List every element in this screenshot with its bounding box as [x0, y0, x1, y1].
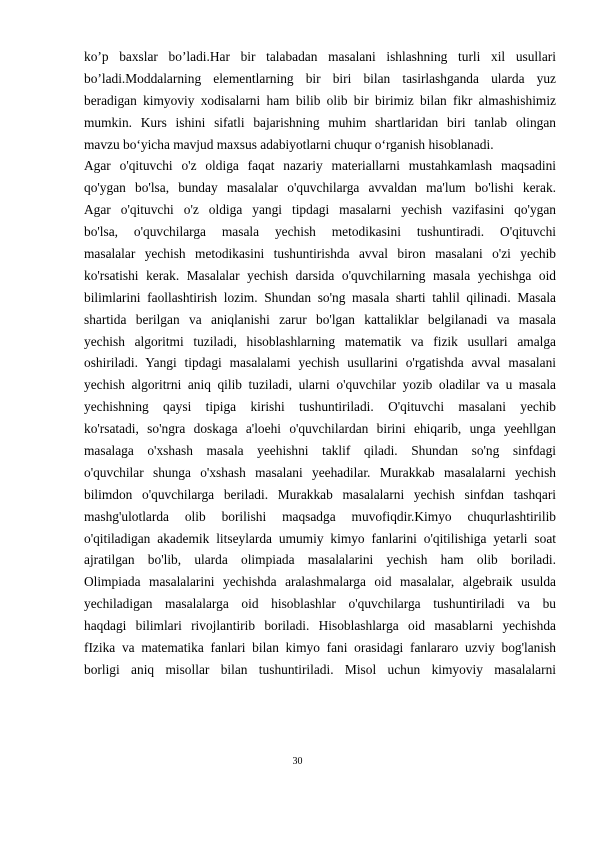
text-line: o'quvchilar shunga o'xshash masalani yeehadilar. Murakkab masalalarni yechish — [84, 464, 556, 480]
text-line: Agar o'qituvchi o'z oldiga yangi tipdagi masalarni yechish vazifasini qo'ygan — [84, 202, 556, 218]
text-line: masalalar yechish metodikasini tushuntirishda avval biron masalani o'zi yechib — [84, 246, 556, 262]
document-body — [84, 46, 556, 681]
text-line: o'qitiladigan akademik litseylarda umumiy kimyo fanlarini o'qitilishiga yetarli soat — [84, 530, 556, 546]
text-line: oshiriladi. Yangi tipdagi masalalami yechish usullarini o'rgatishda avval masalani — [84, 355, 556, 371]
paragraph-1 — [84, 46, 556, 155]
text-line: Olimpiada masalalarini yechishda aralashmalarga oid masalalar, algebraik usulda — [84, 574, 556, 590]
text-line: bo'lsa, o'quvchilarga masala yechish metodikasini tushuntiradi. O'qituvchi — [84, 224, 556, 240]
text-line: bilimlarini faollashtirish lozim. Shundan so'ng masala sharti tahlil qilinadi. Masala — [84, 289, 556, 305]
text-line: shartida berilgan va aniqlanishi zarur bo'lgan kattaliklar belgilanadi va masala — [84, 311, 556, 327]
text-line: bilimdon o'quvchilarga beriladi. Murakkab masalalarni yechish sinfdan tashqari — [84, 486, 556, 502]
text-line: haqdagi bilimlari rivojlantirib boriladi. Hisoblashlarga oid masablarni yechishda — [84, 618, 556, 634]
text-line: yechish algoritrni aniq qilib tuziladi, ularni o'quvchilar yozib oladilar va u masala — [84, 377, 556, 393]
text-line: mashg'ulotlarda olib borilishi maqsadga muvofiqdir.Kimyo chuqurlashtirilib — [84, 508, 556, 524]
text-line: yechishning qaysi tipiga kirishi tushuntiriladi. O'qituvchi masalani yechib — [84, 399, 556, 415]
text-line: yechish algoritmi tuziladi, hisoblashlarning matematik va fizik usullari amalga — [84, 333, 556, 349]
text-line: fIzika va matematika fanlari bilan kimyo fani orasidagi fanlararo uzviy bog'lanish — [84, 640, 556, 656]
text-line: beradigan kimyoviy xodisalarni ham bilib olib bir birimiz bilan fikr almashishimiz — [84, 92, 556, 108]
text-line: bo’ladi.Moddalarning elementlarning bir biri bilan tasirlashganda ularda yuz — [84, 70, 556, 86]
paragraph-2 — [84, 155, 556, 680]
text-line: yechiladigan masalalarga oid hisoblashlar o'quvchilarga tushuntiriladi va bu — [84, 596, 556, 612]
text-line: masalaga o'xshash masala yeehishni taklif qiladi. Shundan so'ng sinfdagi — [84, 443, 556, 459]
text-line: qo'ygan bo'lsa, bunday masalalar o'quvchilarga avvaldan ma'lum bo'lishi kerak. — [84, 180, 556, 196]
text-line: ko'rsatishi kerak. Masalalar yechish darsida o'quvchilarning masala yechishga oid — [84, 267, 556, 283]
text-line: borligi aniq misollar bilan tushuntiriladi. Misol uchun kimyoviy masalalarni — [84, 661, 556, 677]
text-line: mavzu bo‘yicha mavjud maxsus adabiyotlarni chuqur o‘rganish hisoblanadi. — [84, 136, 494, 152]
text-line: ko'rsatadi, so'ngra doskaga a'loehi o'quvchilardan birini ehiqarib, unga yeehllgan — [84, 421, 556, 437]
text-line: ajratilgan bo'lib, ularda olimpiada masalalarini yechish ham olib boriladi. — [84, 552, 556, 568]
text-line: mumkin. Kurs ishini sifatli bajarishning muhim shartlaridan biri tanlab olingan — [84, 114, 556, 130]
text-line: ko’p baxslar bo’ladi.Har bir talabadan masalani ishlashning turli xil usullari — [84, 49, 556, 64]
page-number: 30 — [292, 756, 303, 767]
text-line: Agar o'qituvchi o'z oldiga faqat nazariy materiallarni mustahkamlash maqsadini — [84, 158, 556, 174]
